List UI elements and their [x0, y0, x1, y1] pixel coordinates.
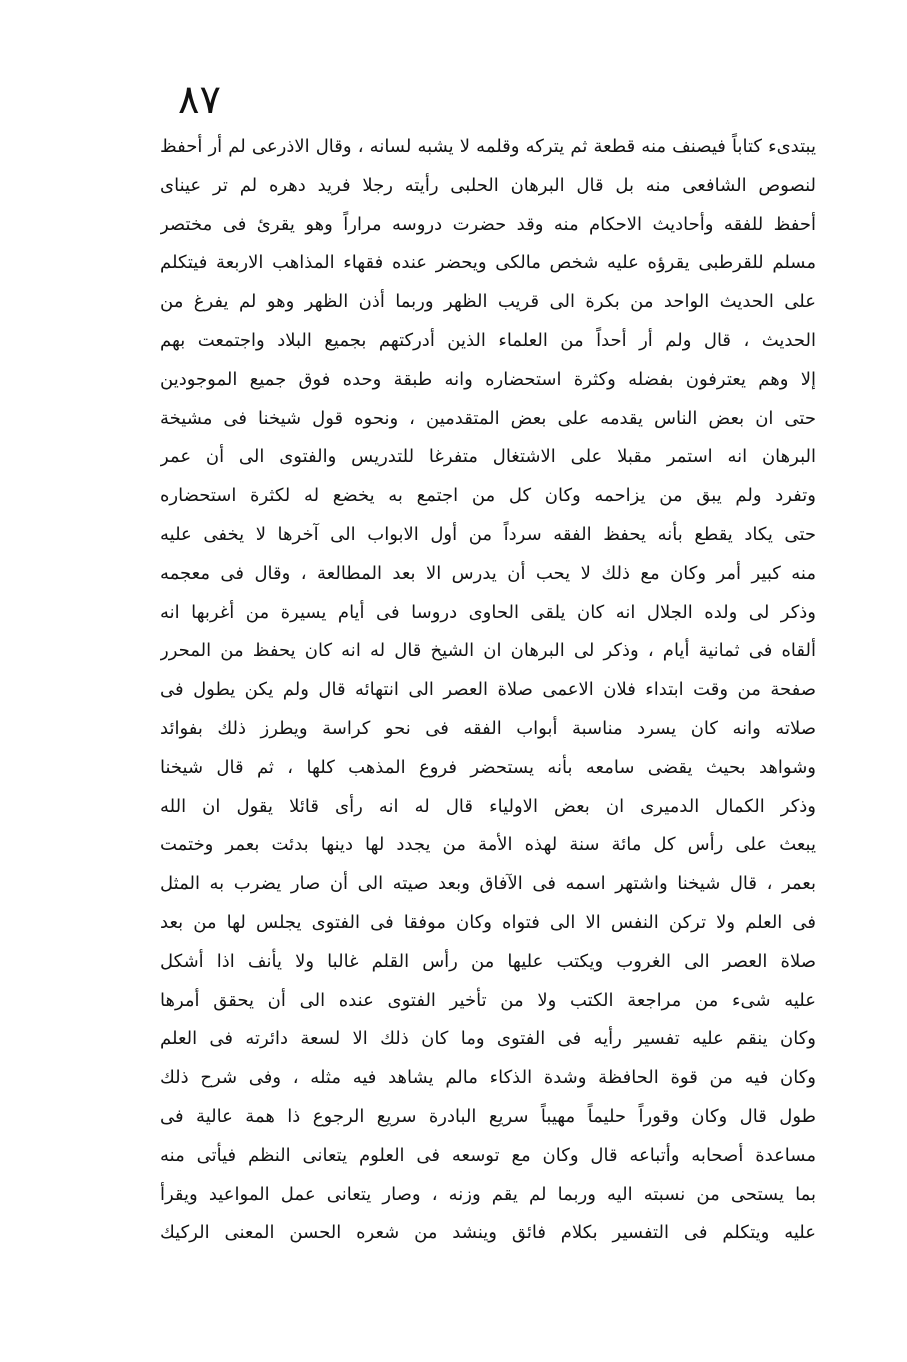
text-line: وشواهد بحيث يقضى سامعه بأنه يستحضر فروع المذهب كلها ، ثم قال شيخنا [160, 756, 816, 778]
text-line: الحديث ، قال ولم أر أحداً من العلماء الذين أدركتهم بجميع البلاد واجتمعت بهم [160, 329, 816, 351]
text-line: صفحة من وقت ابتداء فلان الاعمى صلاة العصر الى انتهائه قال ولم يكن يطول فى [160, 679, 816, 701]
page-number: ٨٧ [178, 77, 221, 123]
text-line: أحفظ للفقه وأحاديث الاحكام منه وقد حضرت دروسه مراراً وهو يقرئ فى مختصر [160, 213, 816, 235]
text-line: صلاة العصر الى الغروب ويكتب عليها من رأس القلم غالبا ولا يأنف اذا أشكل [160, 950, 816, 972]
text-line: وذكر لى ولده الجلال انه كان يلقى الحاوى دروسا فى أيام يسيرة من أغربها انه [160, 601, 816, 623]
text-line: منه كبير أمر وكان مع ذلك لا يحب أن يدرس الا بعد المطالعة ، وقال فى معجمه [160, 562, 816, 584]
text-line: بما يستحى من نسبته اليه وربما لم يقم وزنه ، وصار يتعانى عمل المواعيد ويقرأ [160, 1183, 816, 1205]
text-line: مسلم للقرطبى يقرؤه عليه شخص مالكى ويحضر عنده فقهاء المذاهب الاربعة فيتكلم [160, 252, 816, 274]
text-line: طول قال وكان وقوراً حليماً مهيباً سريع البادرة سريع الرجوع ذا همة عالية فى [160, 1105, 816, 1127]
text-line: وكان ينقم عليه تفسير رأيه فى الفتوى وما كان ذلك الا لسعة دائرته فى العلم [160, 1028, 816, 1050]
text-line: يبتدىء كتاباً فيصنف منه قطعة ثم يتركه وقلمه لا يشبه لسانه ، وقال الاذرعى لم أر أحفظ [160, 136, 816, 157]
text-line: يبعث على رأس كل مائة سنة لهذه الأمة من يجدد لها دينها بدئت بعمر وختمت [160, 834, 816, 856]
text-line: إلا وهم يعترفون بفضله وكثرة استحضاره وانه طبقة وحده فوق جميع الموجودين [160, 368, 816, 390]
text-line: فى العلم ولا تركن النفس الا الى فتواه وكان موفقا فى الفتوى يجلس لها من بعد [160, 911, 816, 933]
text-line: بعمر ، قال شيخنا واشتهر اسمه فى الآفاق وبعد صيته الى أن صار يضرب به المثل [160, 873, 816, 895]
text-line: حتى يكاد يقطع بأنه يحفظ الفقه سرداً من أول الابواب الى آخرها لا يخفى عليه [160, 523, 816, 545]
text-line: وكان فيه من قوة الحافظة وشدة الذكاء مالم يشاهد فيه مثله ، وفى شرح ذلك [160, 1067, 816, 1089]
text-line: وذكر الكمال الدميرى ان بعض الاولياء قال له انه رأى قائلا يقول ان الله [160, 795, 816, 817]
text-line: البرهان انه استمر مقبلا على الاشتغال متفرغا للتدريس والفتوى الى أن عمر [160, 446, 816, 468]
text-line: مساعدة أصحابه وأتباعه قال وكان مع توسعه فى العلوم يتعانى النظم فيأتى منه [160, 1144, 816, 1166]
body-text [160, 128, 816, 1253]
text-line: على الحديث الواحد من بكرة الى قريب الظهر وربما أذن الظهر وهو لم يفرغ من [160, 291, 816, 313]
text-line: وتفرد ولم يبق من يزاحمه وكان كل من اجتمع به يخضع له لكثرة استحضاره [160, 485, 816, 507]
text-line: حتى ان بعض الناس يقدمه على بعض المتقدمين ، ونحوه قول شيخنا فى مشيخة [160, 407, 816, 429]
text-line: عليه ويتكلم فى التفسير بكلام فائق وينشد من شعره الحسن المعنى الركيك [160, 1222, 816, 1244]
text-line: لنصوص الشافعى منه بل قال البرهان الحلبى رأيته رجلا فريد دهره لم تر عيناى [160, 174, 816, 196]
text-line: ألقاه فى ثمانية أيام ، وذكر لى البرهان ان الشيخ قال له انه كان يحفظ من المحرر [160, 640, 816, 662]
text-line: صلاته وانه كان يسرد مناسبة أبواب الفقه فى نحو كراسة ويطرز ذلك بفوائد [160, 717, 816, 739]
text-line: عليه شىء من مراجعة الكتب ولا من تأخير الفتوى عنده الى أن يحقق أمرها [160, 989, 816, 1011]
